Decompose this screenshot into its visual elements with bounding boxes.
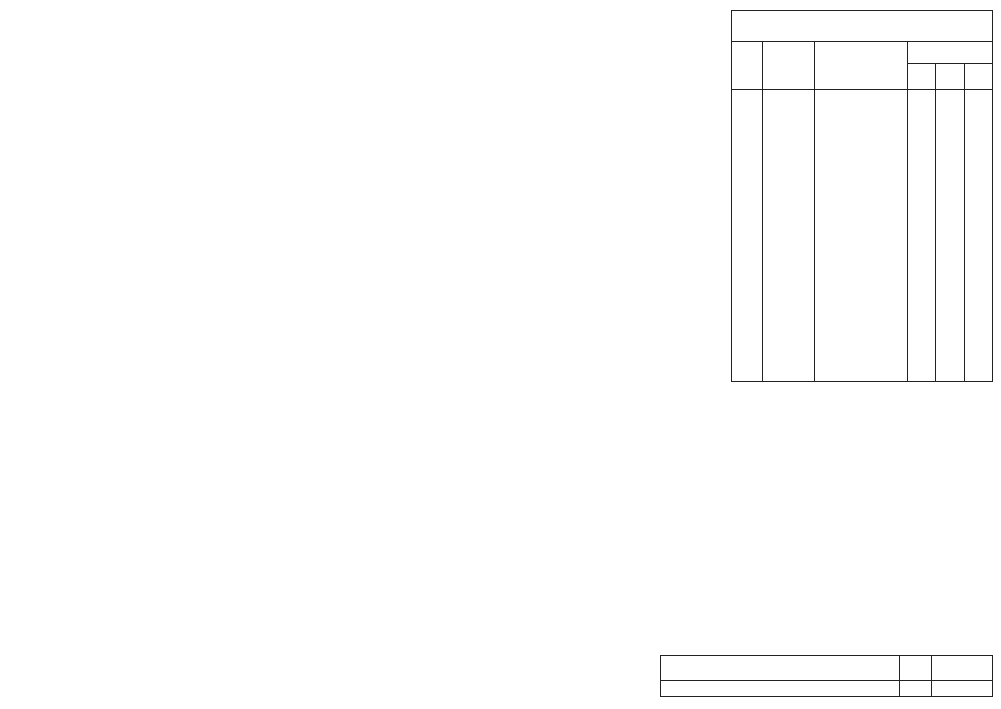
title-block bbox=[660, 655, 993, 697]
member-table bbox=[731, 10, 993, 382]
